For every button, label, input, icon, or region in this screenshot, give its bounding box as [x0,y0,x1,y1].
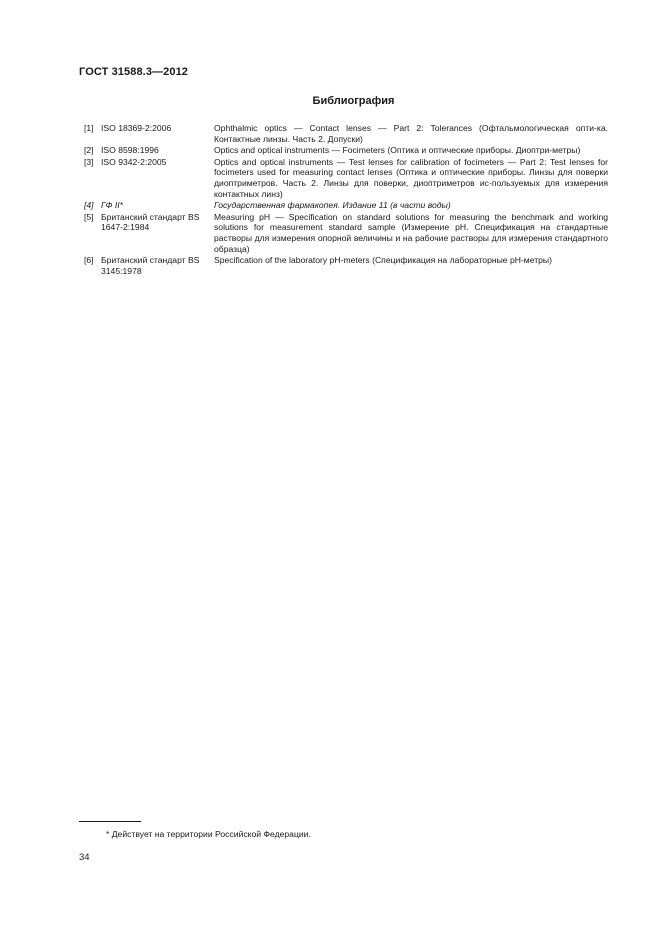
bibliography-reference: Британский стандарт BS 1647-2:1984 [101,211,200,233]
bibliography-number: [1] [84,123,94,133]
bibliography-reference: Британский стандарт BS 3145:1978 [101,255,200,276]
bibliography-entry [84,255,608,276]
bibliography-title: Ophthalmic optics — Contact lenses — Part 2: Tolerances (Офтальмологическая опти-ка. Контактные линзы. Часть 2. Допуски) [214,123,608,144]
footnote: * Действует на территории Российской Федерации. [106,829,311,839]
bibliography-title: Specification of the laboratory pH-meters (Спецификация на лабораторные pH-метры) [214,255,552,266]
bibliography-entry [84,145,608,156]
bibliography-title: Государственная фармакопея. Издание 11 (в части воды) [214,200,451,211]
bibliography-reference: ISO 18369-2:2006 [101,123,172,133]
footnote-divider [79,821,141,822]
bibliography-number: [3] [84,156,94,167]
bibliography-reference: ГФ II* [101,200,124,211]
bibliography-entry [84,123,608,144]
bibliography-entry [84,200,608,211]
bibliography-number: [5] [84,211,94,222]
bibliography-reference: ISO 9342-2:2005 [101,156,167,167]
bibliography-reference: ISO 8598:1996 [101,145,159,156]
bibliography-number: [6] [84,255,94,266]
bibliography-title: Optics and optical instruments — Test lenses for calibration of focimeters — Part 2: Test lenses for focimeters used for measuring contact lenses (Оптика и оптические приборы. Линзы для поверки диоптриметров. Часть 2. Линзы для поверки, диоптриметров ис-пользуемых для измерения контактных линз) [214,156,608,199]
bibliography-title: Measuring pH — Specification on standard solutions for measuring the benchmark and working solutions for measurement standard sample (Измерение pH. Спецификация на стандартные растворы для измерения опорной величины и на рабочие растворы для измерения стандартного образца) [214,211,608,254]
section-title: Библиография [312,95,395,107]
bibliography-list [84,123,608,277]
page-number: 34 [79,852,90,863]
page-header-doc-code: ГОСТ 31588.3—2012 [79,66,189,78]
bibliography-number: [2] [84,145,94,156]
bibliography-entry [84,157,608,199]
bibliography-entry [84,212,608,254]
bibliography-title: Optics and optical instruments — Focimeters (Оптика и оптические приборы. Диоптри-метры) [214,145,581,156]
bibliography-number: [4] [84,200,94,211]
